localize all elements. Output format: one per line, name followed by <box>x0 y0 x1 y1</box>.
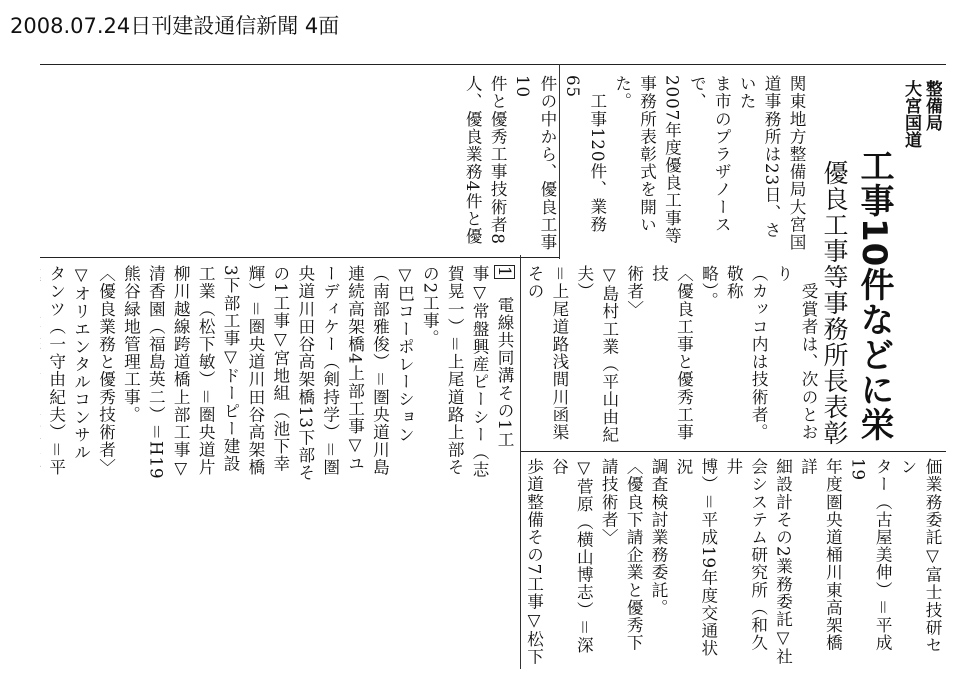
awards-lower-line <box>491 265 516 663</box>
awards-lower-line: 〈優良業務と優秀技術者〉 <box>96 265 116 477</box>
subcontract-line: 細設計その2業務委託▽社 <box>773 458 793 666</box>
awards-lower-line: 熊谷緑地管理工事。 <box>121 265 141 424</box>
lead-line: 事務所表彰式を開い <box>637 75 657 234</box>
subcontract-line: 〈優良下請企業と優秀下 <box>624 458 644 652</box>
lead-line: 件と優秀工事技術者8 <box>488 75 508 245</box>
top-rule <box>40 64 946 65</box>
awards-lower-text: 電線共同溝その1工 <box>495 278 514 449</box>
subheadline: 優良工事等事務所長表彰 <box>820 160 849 446</box>
subcontract-line: 博）＝平成19年度交通状況 <box>673 458 718 658</box>
lead-line: 工事120件、業務65 <box>562 75 607 233</box>
awards-lower-line: 央道川田谷高架橋13下部そ <box>295 265 315 482</box>
lower-rule <box>520 451 946 452</box>
subcontract-line: 年度圏央道桶川東高架橋詳 <box>798 458 843 652</box>
source-caption: 2008.07.24日刊建設通信新聞 4面 <box>10 14 340 38</box>
awards-lower-line: 事▽常盤興産ピーシー（志 <box>470 265 490 479</box>
awards-upper-line: ＝上尾道路浅間川函渠その <box>525 265 569 441</box>
awards-lower-line: 賀晃一）＝上尾道路上部そ <box>445 265 465 477</box>
subcontract-line: ▽菅原（横山博志）＝深谷 <box>549 458 594 654</box>
subcontract-line: 歩道整備その7工事▽松下 <box>524 458 544 666</box>
awards-upper-line: ▽島村工業（平山由紀夫） <box>574 265 619 444</box>
awards-lower-line: の1工事▽宮地組（池下幸 <box>270 265 290 473</box>
lead-line: 道事務所は23日、さいた <box>737 75 782 239</box>
awards-upper-line: 略）。 <box>699 265 719 310</box>
subcontract-line: 調査検討業務委託。 <box>649 458 669 617</box>
awards-lower-line: 柳川越線跨道橋上部工事▽ <box>171 265 191 479</box>
subcontract-line: ター（古屋美伸）＝平成19 <box>848 458 893 652</box>
awards-lower-line: の2工事。 <box>420 265 440 347</box>
lead-article <box>460 75 808 251</box>
org-line-2: 大宮国道 <box>901 80 921 148</box>
awards-upper-line: 術者〉 <box>624 265 644 318</box>
lead-line: 関東地方整備局大宮国 <box>787 75 806 251</box>
awards-upper-line: 〈優良工事と優秀工事技 <box>649 265 694 441</box>
subcontract-line: 価業務委託▽富士技研セン <box>898 458 942 654</box>
awards-list-lower <box>40 265 516 663</box>
awards-lower-line: ▽オリエンタルコンサル <box>71 265 91 461</box>
awards-upper-line: （カッコ内は技術者。敬称 <box>724 265 769 441</box>
subcontract-line: 会システム研究所（和久井 <box>723 458 768 652</box>
awards-list-upper <box>520 265 820 445</box>
subcontract-line: 請技術者〉 <box>599 458 619 546</box>
middle-rule <box>40 257 560 258</box>
awards-list-subcontract <box>524 458 944 668</box>
awards-upper-line: 受賞者は、次のとおり <box>774 265 818 441</box>
awards-lower-line: ▽巴コーポレーション <box>395 265 415 444</box>
lead-line: 件の中から、優良工事10 <box>513 75 557 251</box>
awards-lower-line: タンツ（一守由紀夫）＝平 <box>46 265 66 477</box>
lead-line: た。 <box>612 75 632 111</box>
headline: 工事10件などに栄 <box>854 148 894 443</box>
newspaper-clipping <box>40 60 948 670</box>
lead-line: ま市のプラザノースで、 <box>687 75 732 234</box>
lead-line: 2007年度優良工事等 <box>662 75 682 245</box>
awards-lower-line: 清香園（福島英二）＝H19 <box>146 265 166 480</box>
org-label <box>896 80 942 150</box>
awards-lower-line: 工業（松下敏）＝圏央道片 <box>196 265 216 477</box>
org-line-1: 整備局 <box>922 80 942 131</box>
awards-lower-line: 輝）＝圏央道川田谷高架橋 <box>245 265 265 477</box>
awards-lower-line: （南部雅俊）＝圏央道川島 <box>370 265 390 477</box>
awards-upper-line <box>520 265 521 445</box>
lead-line: 人、優良業務4件と優 <box>463 75 483 245</box>
boxed-number: 1 <box>495 266 514 278</box>
awards-lower-line: ーディケー（剣持学）＝圏 <box>320 265 340 477</box>
awards-lower-line <box>40 265 43 663</box>
awards-lower-line: 連続高架橋4上部工事▽ユ <box>345 265 365 473</box>
awards-lower-line: 3下部工事▽ドーピー建設 <box>221 265 241 473</box>
